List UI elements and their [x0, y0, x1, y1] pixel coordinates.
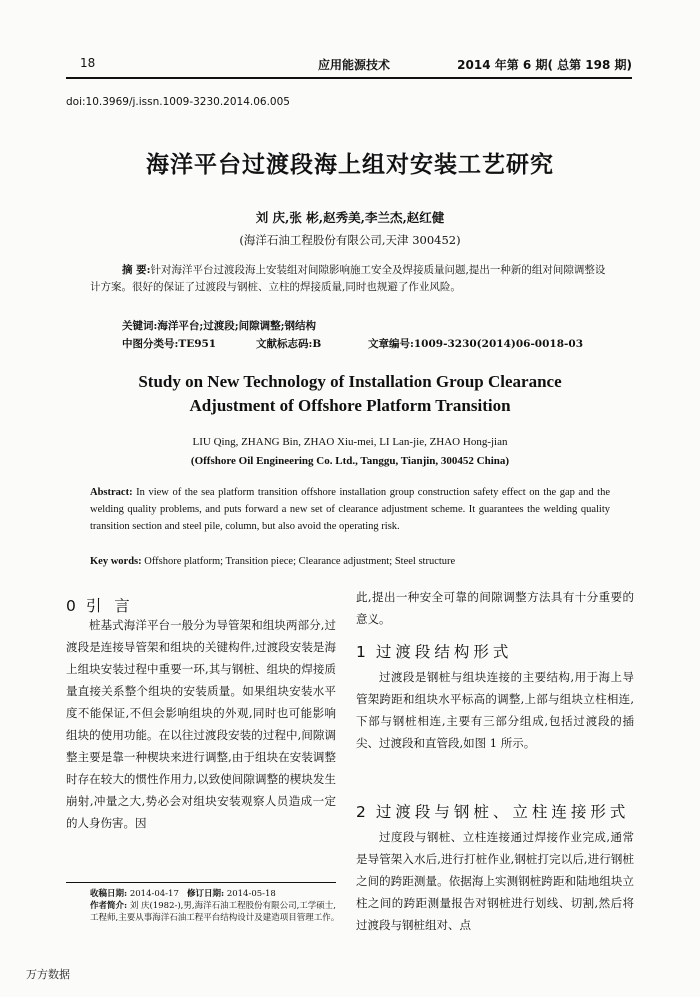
- article-number: 文章编号:1009-3230(2014)06-0018-03: [368, 338, 584, 350]
- section-2-heading: [356, 800, 629, 822]
- section-2-text: 过度段与钢桩、立柱连接通过焊接作业完成,通常是导管架入水后,进行打桩作业,钢桩打完以后,进行钢桩之间的跨距测量。依据海上实测钢桩跨距和陆地组块立柱之间的跨距测量报告对钢桩进行划线、切割,然后将过渡段与钢桩组对、点: [356, 830, 634, 932]
- intro-text: 桩基式海洋平台一般分为导管架和组块两部分,过渡段是连接导管架和组块的关键构件,过渡段安装是海上组块安装过程中重要一环,其与钢桩、组块的焊接质量直接关系整个组块的安装质量。如果组块安装水平度不能保证,不但会影响组块的外观,同时也可能影响组块的使用功能。在以往过渡段安装的过程中,间隙调整主要是靠一种楔块来进行调整,由于组块在安装调整时存在较大的惯性作用力,以致使间隙调整的楔块发生崩射,冲量之大,势必会对组块安装观察人员造成一定的人身伤害。因: [66, 618, 336, 830]
- abstract-cn-label: 摘 要:: [122, 264, 151, 276]
- keywords-cn-text: 海洋平台;过渡段;间隙调整;钢结构: [157, 320, 317, 332]
- keywords-en: [90, 556, 610, 567]
- clc-number: 中图分类号:TE951: [122, 338, 217, 350]
- journal-name: 应用能源技术: [318, 58, 391, 72]
- section-1-number: 1: [356, 643, 366, 661]
- page-number: 18: [80, 56, 96, 70]
- keywords-cn-label: 关键词:: [122, 320, 158, 332]
- section-2-paragraph: [356, 826, 634, 936]
- intro-paragraph: [66, 614, 336, 834]
- issue-info: 2014 年第 6 期( 总第 198 期): [457, 58, 632, 72]
- title-en-line1: Study on New Technology of Installation Group Clearance: [138, 372, 562, 391]
- abstract-en-text: In view of the sea platform transition offshore installation group construction safety effect on the gap and the welding quality problems, and puts forward a new set of clearance adjustment scheme. It guarantees the welding quality transition section and steel pile, column, but also avoid the operating risk.: [90, 487, 610, 532]
- section-1-heading: [356, 640, 512, 662]
- intro-continued: [356, 586, 634, 630]
- title-cn: 海洋平台过渡段海上组对安装工艺研究: [146, 151, 554, 178]
- title-en-line2: Adjustment of Offshore Platform Transition: [189, 396, 511, 415]
- keywords-en-text: Offshore platform; Transition piece; Clearance adjustment; Steel structure: [144, 556, 456, 567]
- affiliation-cn: (海洋石油工程股份有限公司,天津 300452): [239, 233, 461, 247]
- footnote: [90, 888, 340, 924]
- abstract-en: [90, 484, 610, 535]
- received-label: 收稿日期:: [90, 889, 128, 899]
- footnote-rule: [66, 882, 336, 883]
- section-1-paragraph: [356, 666, 634, 754]
- revised-date: 2014-05-18: [226, 889, 276, 899]
- revised-label: 修订日期:: [186, 889, 225, 899]
- keywords-en-label: Key words:: [90, 556, 142, 567]
- section-2-title: 过渡段与钢桩、立柱连接形式: [375, 803, 630, 821]
- abstract-cn-text: 针对海洋平台过渡段海上安装组对间隙影响施工安全及焊接质量问题,提出一种新的组对间隙调整设计方案。很好的保证了过渡段与钢桩、立柱的焊接质量,同时也规避了作业风险。: [90, 264, 606, 293]
- abstract-cn: [90, 262, 610, 296]
- watermark: 万方数据: [26, 968, 70, 981]
- section-0-heading: [66, 594, 134, 616]
- header-rule: [66, 77, 632, 79]
- document-code: 文献标志码:B: [256, 338, 322, 350]
- running-header: [66, 56, 632, 78]
- intro-continued-text: 此,提出一种安全可靠的间隙调整方法具有十分重要的意义。: [356, 590, 634, 626]
- authors-en: LIU Qing, ZHANG Bin, ZHAO Xiu-mei, LI Lan-jie, ZHAO Hong-jian: [192, 436, 508, 448]
- section-0-number: 0: [66, 597, 76, 615]
- doi: doi:10.3969/j.issn.1009-3230.2014.06.005: [66, 96, 290, 108]
- author-bio-label: 作者简介:: [90, 901, 128, 911]
- affiliation-en: (Offshore Oil Engineering Co. Ltd., Tanggu, Tianjin, 300452 China): [190, 455, 510, 467]
- title-en: [0, 370, 700, 418]
- section-1-title: 过渡段结构形式: [375, 643, 513, 661]
- section-1-text: 过渡段是钢桩与组块连接的主要结构,用于海上导管架跨距和组块水平标高的调整,上部与组块立柱相连,下部与钢桩相连,主要有三部分组成,包括过渡段的插尖、过渡段和直管段,如图 1 所示。: [356, 670, 634, 750]
- section-2-number: 2: [356, 803, 366, 821]
- keywords-cn: [122, 318, 612, 335]
- author-bio: 刘 庆(1982-),男,海洋石油工程股份有限公司,工学硕士,工程师,主要从事海洋石油工程平台结构设计及建造项目管理工作。: [90, 901, 340, 923]
- received-date: 2014-04-17: [129, 889, 179, 899]
- section-0-title: 引 言: [85, 597, 134, 615]
- abstract-en-label: Abstract:: [90, 487, 133, 498]
- authors-cn: 刘 庆,张 彬,赵秀美,李兰杰,赵红健: [255, 210, 445, 225]
